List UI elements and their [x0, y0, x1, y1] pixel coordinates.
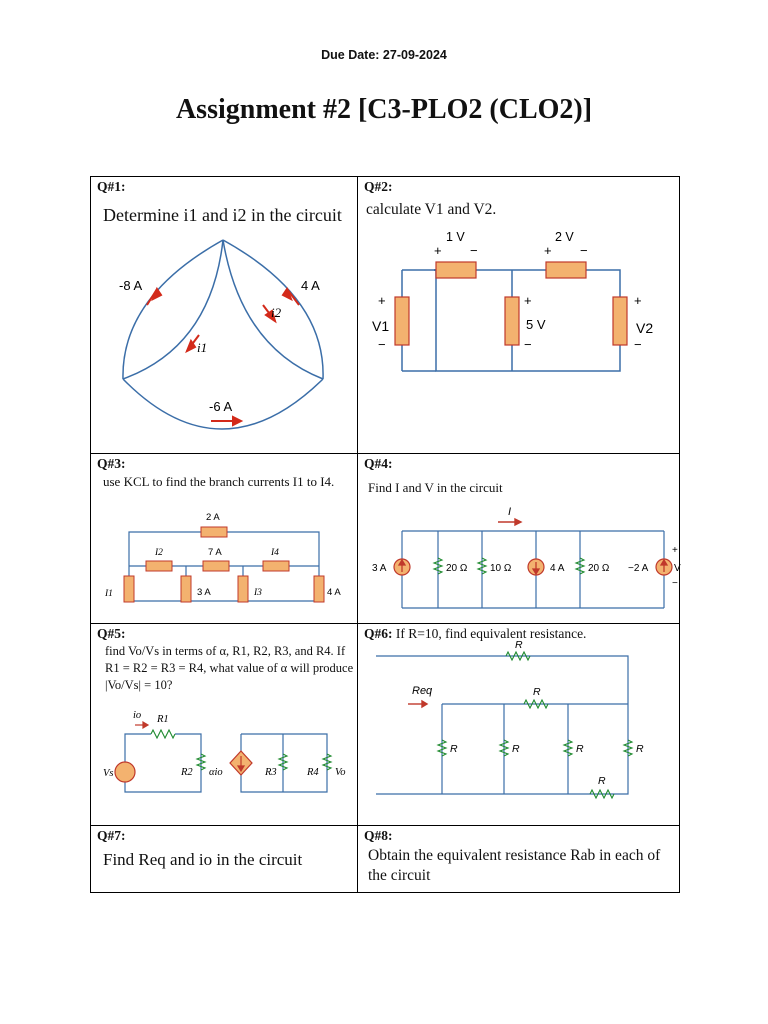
- q4-resistor-label: 20 Ω: [446, 563, 468, 574]
- question-label: Q#5:: [97, 626, 126, 641]
- question-text: If R=10, find equivalent resistance.: [395, 626, 587, 641]
- q6-resistor-label: R: [512, 743, 520, 755]
- q3-current-label: 4 A: [327, 587, 341, 598]
- plus-sign: +: [434, 243, 442, 258]
- q3-current-label: 3 A: [197, 587, 211, 598]
- question-cell-4: [358, 454, 680, 624]
- question-cell-3: [91, 454, 358, 624]
- q4-resistor-label: 10 Ω: [490, 563, 512, 574]
- minus-sign: −: [580, 243, 588, 258]
- plus-sign: +: [544, 243, 552, 258]
- q5-label: αio: [209, 767, 223, 778]
- q5-label: Vo: [335, 767, 346, 778]
- q6-req-label: Req: [412, 685, 433, 697]
- q4-voltage-label: V: [674, 563, 681, 574]
- question-label: Q#4:: [364, 456, 393, 471]
- q2-source-label: 2 V: [555, 230, 574, 244]
- question-cell-6: [358, 624, 680, 826]
- question-cell-5: [91, 624, 358, 826]
- minus-sign: −: [634, 337, 642, 352]
- q3-circuit-diagram: [91, 454, 358, 624]
- question-text: find Vo/Vs in terms of α, R1, R2, R3, and R4. If R1 = R2 = R3 = R4, what value of α will produce |Vo/Vs| = 10?: [105, 644, 354, 692]
- q5-label: R1: [157, 714, 169, 725]
- q6-resistor-label: R: [450, 743, 458, 755]
- q4-source-label: 3 A: [372, 563, 387, 574]
- question-text: use KCL to find the branch currents I1 to I4.: [103, 474, 335, 489]
- question-label: Q#8:: [364, 828, 393, 843]
- plus-sign: +: [524, 293, 532, 308]
- q1-current-label: -8 A: [119, 278, 143, 293]
- plus-sign: +: [378, 293, 386, 308]
- question-text: calculate V1 and V2.: [366, 201, 497, 218]
- question-label: Q#6: If R=10, find equivalent resistance.: [364, 626, 587, 641]
- q2-unknown-label: V1: [372, 318, 390, 334]
- q5-circuit-diagram: [91, 624, 358, 826]
- q6-circuit-diagram: [358, 624, 680, 826]
- assignment-table: [90, 176, 680, 893]
- plus-sign: +: [634, 293, 642, 308]
- question-label: Q#1:: [97, 179, 126, 194]
- minus-sign: −: [672, 578, 678, 589]
- q1-current-label: -6 A: [209, 399, 233, 414]
- question-cell-2: [358, 177, 680, 454]
- question-label: Q#3:: [97, 456, 126, 471]
- minus-sign: −: [524, 337, 532, 352]
- q5-label: R2: [181, 767, 193, 778]
- q4-source-label: 4 A: [550, 563, 565, 574]
- q4-circuit-diagram: [358, 454, 680, 624]
- q4-current-label: I: [508, 506, 512, 518]
- q5-label: io: [133, 710, 142, 721]
- page-title: Assignment #2 [C3-PLO2 (CLO2)]: [175, 94, 593, 125]
- question-text: Find I and V in the circuit: [368, 480, 503, 495]
- question-label: Q#7:: [97, 828, 126, 843]
- q1-unknown-label: i2: [271, 305, 282, 320]
- question-label: Q#2:: [364, 179, 393, 194]
- q3-unknown-label: I1: [105, 589, 113, 599]
- q6-resistor-label: R: [533, 686, 541, 698]
- q1-current-label: 4 A: [301, 278, 320, 293]
- q3-current-label: 7 A: [208, 547, 222, 558]
- question-text: Determine i1 and i2 in the circuit: [103, 205, 342, 225]
- q1-unknown-label: i1: [197, 340, 208, 355]
- q3-current-label: 2 A: [206, 512, 220, 523]
- minus-sign: −: [470, 243, 478, 258]
- q6-resistor-label: R: [636, 743, 644, 755]
- q5-label: Vs: [103, 768, 114, 779]
- q4-resistor-label: 20 Ω: [588, 563, 610, 574]
- question-text: Obtain the equivalent resistance Rab in each of the circuit: [368, 847, 661, 884]
- plus-sign: +: [672, 545, 678, 556]
- q6-resistor-label: R: [515, 639, 523, 651]
- q6-resistor-label: R: [576, 743, 584, 755]
- question-text: Find Req and io in the circuit: [103, 850, 303, 869]
- q2-unknown-label: V2: [636, 320, 654, 336]
- question-cell-1: [91, 177, 358, 454]
- question-cell-8: [358, 826, 680, 893]
- q3-unknown-label: I3: [254, 588, 262, 598]
- minus-sign: −: [378, 337, 386, 352]
- q3-unknown-label: I2: [155, 548, 163, 558]
- q2-source-label: 1 V: [446, 230, 465, 244]
- q4-source-label: −2 A: [628, 563, 649, 574]
- q6-resistor-label: R: [598, 775, 606, 787]
- question-cell-7: [91, 826, 358, 893]
- q2-source-label: 5 V: [526, 317, 546, 332]
- q1-circuit-diagram: [91, 177, 358, 454]
- q2-circuit-diagram: [358, 177, 680, 454]
- q5-label: R4: [307, 767, 319, 778]
- q5-label: R3: [265, 767, 277, 778]
- due-date: Due Date: 27-09-2024: [321, 48, 447, 62]
- q3-unknown-label: I4: [271, 548, 279, 558]
